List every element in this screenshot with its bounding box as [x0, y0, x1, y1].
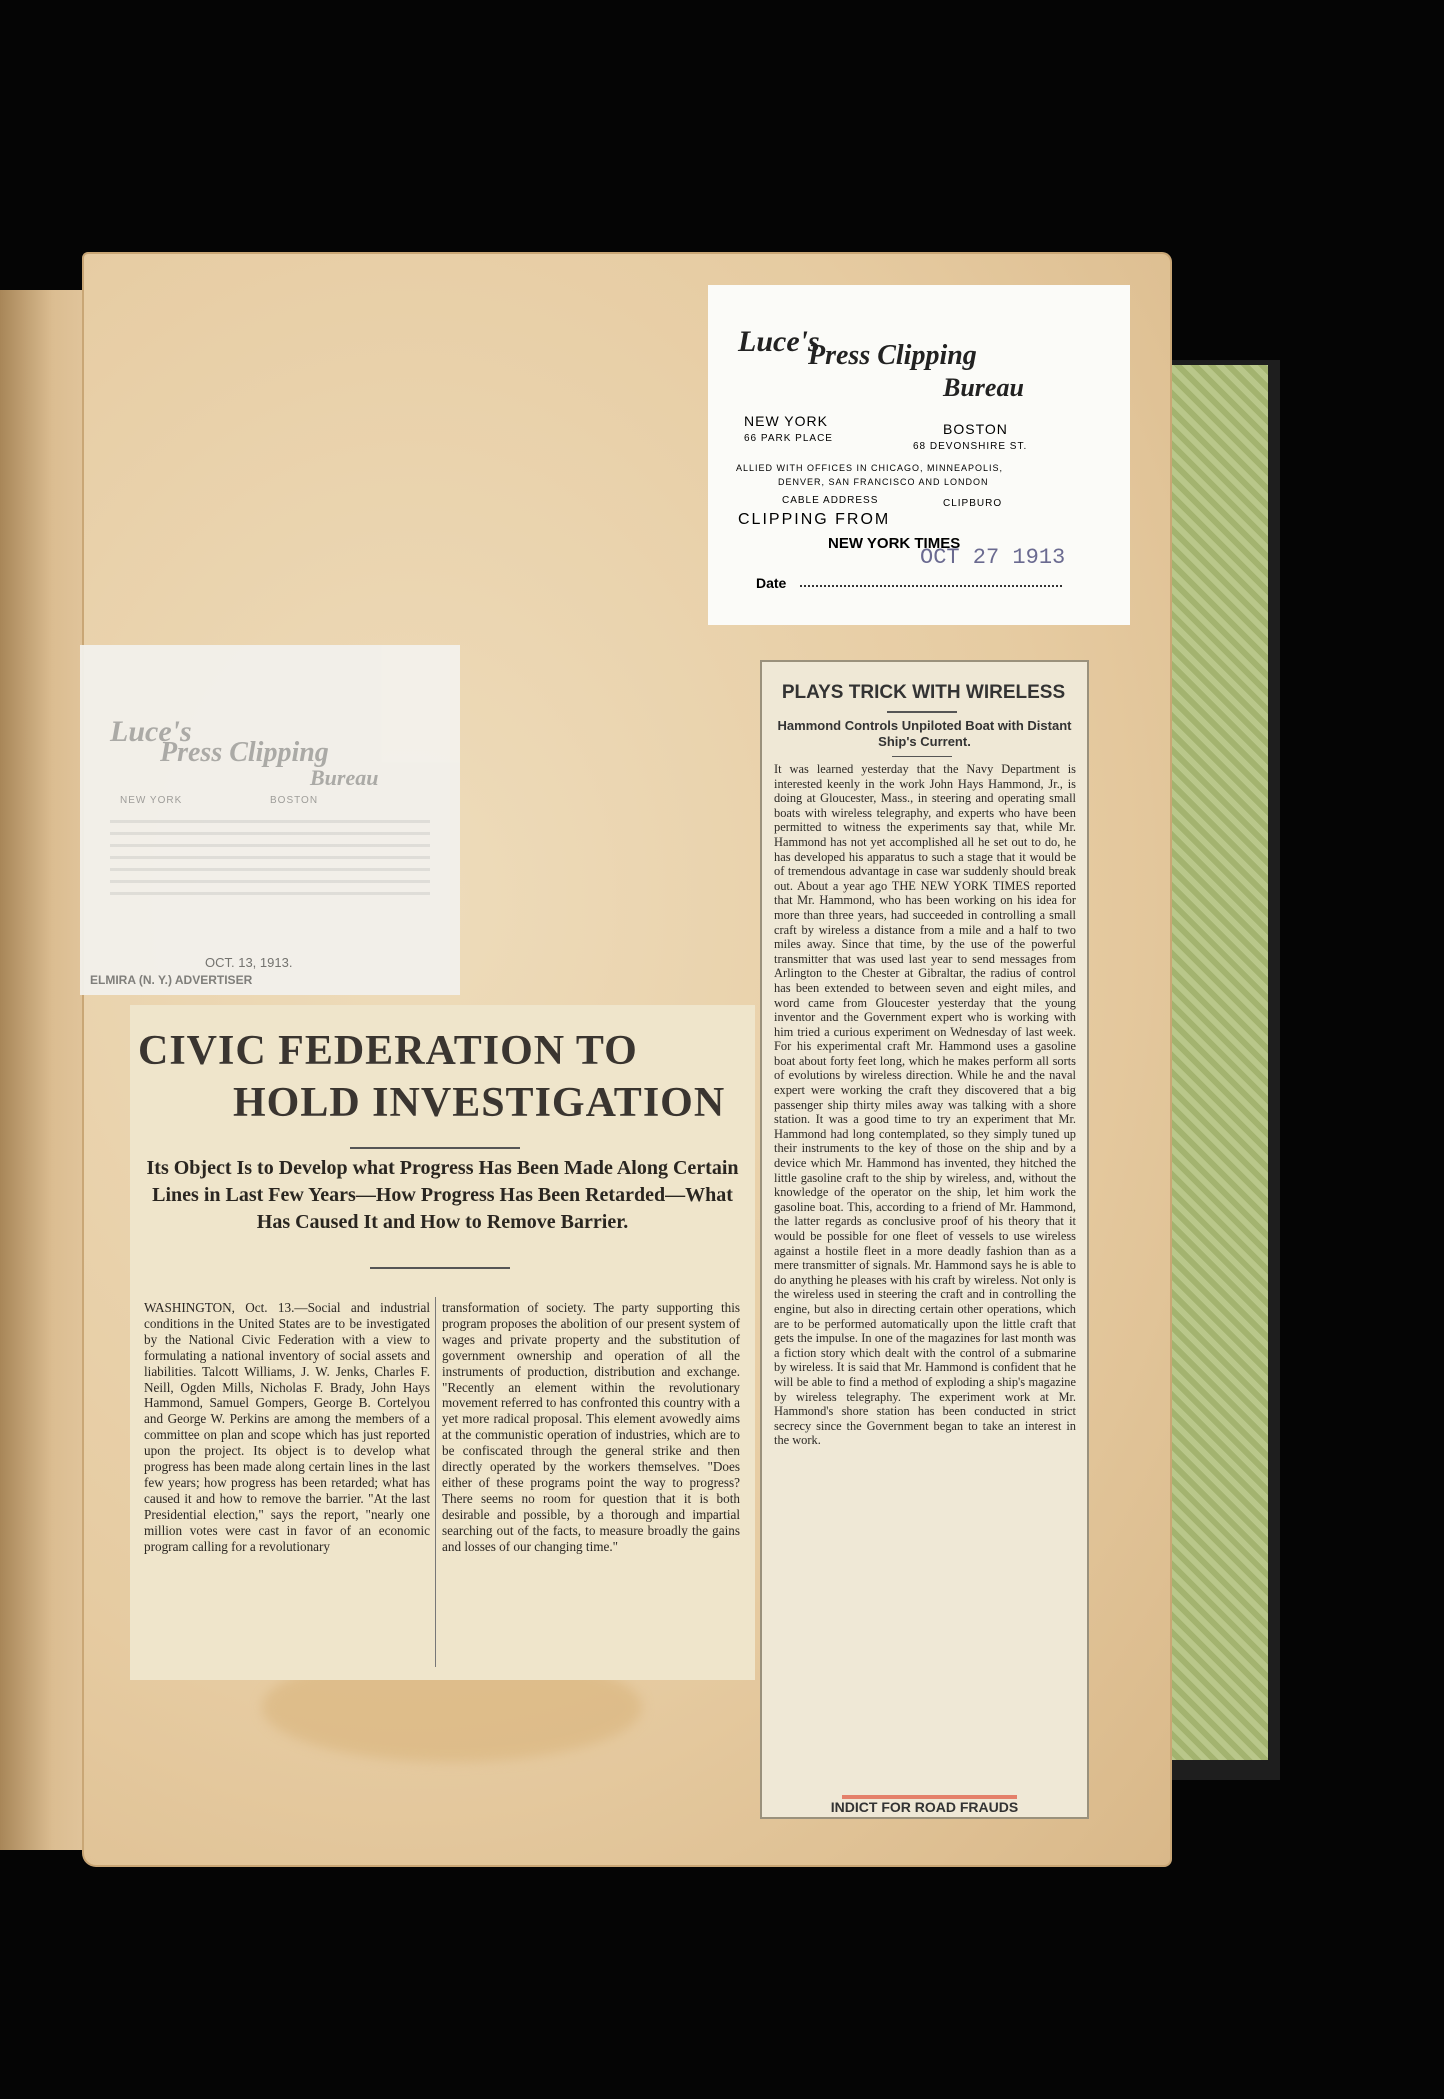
luce-cable-label: CABLE ADDRESS [782, 495, 879, 506]
luce-clipping-from: CLIPPING FROM [738, 511, 891, 528]
faded-text-block [110, 815, 430, 895]
date-dotted-line [800, 585, 1062, 587]
luce-allied-line1: ALLIED WITH OFFICES IN CHICAGO, MINNEAPOLIS, [736, 463, 1004, 473]
luce-address-right: 68 DEVONSHIRE ST. [913, 441, 1028, 452]
faded-source: ELMIRA (N. Y.) ADVERTISER [90, 973, 253, 987]
luce-city-right: BOSTON [943, 421, 1008, 437]
faded-brand-line2: Press Clipping [160, 737, 329, 768]
luce-brand-line2: Press Clipping [808, 340, 977, 371]
faded-stamp: OCT. 13, 1913. [205, 955, 293, 970]
civic-headline-line1: CIVIC FEDERATION TO [138, 1028, 638, 1074]
wireless-rule [887, 711, 957, 713]
luce-clipping-header [708, 285, 1130, 625]
faded-brand-line3: Bureau [310, 765, 379, 790]
luce-date-label: Date [756, 575, 787, 591]
date-stamp: OCT 27 1913 [920, 545, 1066, 570]
luce-brand-line3: Bureau [943, 373, 1024, 402]
wireless-deck: Hammond Controls Unpiloted Boat with Distant Ship's Current. [777, 718, 1072, 749]
civic-deck: Its Object Is to Develop what Progress Has Been Made Along Certain Lines in Last Few Years—How Progress Has Been Retarded—What Has Caused It and How to Remove Barrier. [146, 1157, 739, 1233]
civic-headline-line2: HOLD INVESTIGATION [233, 1080, 726, 1126]
wireless-rule-2 [892, 756, 952, 757]
wireless-body: It was learned yesterday that the Navy Department is interested keenly in the work John Hays Hammond, Jr., is doing at Gloucester, Mass., in steering and operating small boats with wireless telegraphy, and experts who have been permitted to witness the experiments say that, while Mr. Hammond has not yet accomplished all he set out to do, he has developed his apparatus to such a stage that it would be of tremendous advantage in case war suddenly should break out. About a year ago THE NEW YORK TIMES reported that Mr. Hammond, who has been working on his idea for more than three years, had succeeded in controlling a small craft by wireless a distance from a mile and a half to two miles away. Since that time, by the use of the powerful transmitter that was used last year to send messages from Arlington to the Chester at Gibraltar, the radius of control has been extended to between seven and eight miles, and word came from Gloucester yesterday that the young inventor and the Government expert who is working with him tried a curious experiment on Wednesday of last week. For his experimental craft Mr. Hammond uses a gasoline boat about forty feet long, which he makes perform all sorts of evolutions by wireless direction. While he and the naval expert were working the craft they discovered that a big passenger ship thirty miles away was talking with a shore station. It was a good time to try an experiment that Mr. Hammond had long contemplated, so they simply tuned up their instruments to the key of those on the ship and by a device which Mr. Hammond has invented, they hitched the little gasoline craft to the ship by wireless, and, without the knowledge of the operator on the ship, let him work the gasoline boat. This, according to a friend of Mr. Hammond, the latter regards as conclusive proof of his theory that it would be possible for one fleet of vessels to use wireless against a hostile fleet in a more deadly fashion than as a mere transmitter of signals. Mr. Hammond says he is able to do anything he pleases with his craft by wireless. Not only is the wireless used in steering the craft and in controlling the engine, but also in directing certain other operations, which are to be performed automatically upon the little craft that gets the impulse. In one of the magazines for last month was a fiction story which dealt with the control of a submarine by wireless. It is said that Mr. Hammond is confident that he will be able to find a method of exploding a ship's magazine by wireless telegraphy. The experiment work at Mr. Hammond's shore station has been conducted in strict secrecy since the Government began to take an interest in the work. [774, 762, 1076, 1448]
faded-luce-clipping [80, 645, 460, 995]
civic-column-divider [435, 1297, 436, 1667]
civic-rule [350, 1147, 520, 1149]
luce-city-left: NEW YORK [744, 413, 828, 429]
wireless-clipping [760, 660, 1089, 1819]
green-endpaper [1168, 365, 1268, 1760]
wireless-headline: PLAYS TRICK WITH WIRELESS [781, 682, 1066, 703]
luce-allied-line2: DENVER, SAN FRANCISCO AND LONDON [778, 477, 989, 487]
left-page-edge [0, 290, 88, 1850]
civic-rule-2 [370, 1267, 510, 1269]
luce-brand-line1: Luce's [738, 325, 820, 358]
faded-brand-line1: Luce's [110, 715, 192, 748]
civic-column-2: transformation of society. The party supporting this program proposes the abolition of our present system of wages and private property and the substitution of government ownership and operation of all the instruments of production, distribution and exchange. "Recently an element within the revolutionary movement referred to has confronted this country with a yet more radical proposal. This element avowedly aims at the communistic operation of industries, which are to be confiscated through the general strike and then directly operated by the workers themselves. "Does either of these programs point the way to progress? There seems no room for question that it is both desirable and possible, by a thorough and impartial searching out of the facts, to measure broadly the gains and losses of our changing time." [442, 1300, 740, 1554]
civic-federation-clipping [130, 1005, 755, 1680]
faded-city-left: NEW YORK [120, 795, 183, 806]
luce-address-left: 66 PARK PLACE [744, 433, 833, 444]
civic-column-1: WASHINGTON, Oct. 13.—Social and industrial conditions in the United States are to be investigated by the National Civic Federation with a view to formulating a national inventory of social assets and liabilities. Talcott Williams, J. W. Jenks, Charles F. Neill, Ogden Mills, Nicholas F. Brady, John Hays Hammond, Samuel Gompers, George B. Cortelyou and George W. Perkins are among the members of a committee on plan and scope which has just reported upon the project. Its object is to develop what progress has been made along certain lines in the last few years; how progress has been retarded; what has caused it and how to remove the barrier. "At the last Presidential election," says the report, "nearly one million votes were cast in favor of an economic program calling for a revolutionary [144, 1300, 430, 1554]
luce-source: NEW YORK TIMES [828, 535, 961, 552]
faded-city-right: BOSTON [270, 795, 319, 806]
luce-cable-value: CLIPBURO [943, 498, 1003, 509]
next-headline: INDICT FOR ROAD FRAUDS [830, 1799, 1019, 1813]
